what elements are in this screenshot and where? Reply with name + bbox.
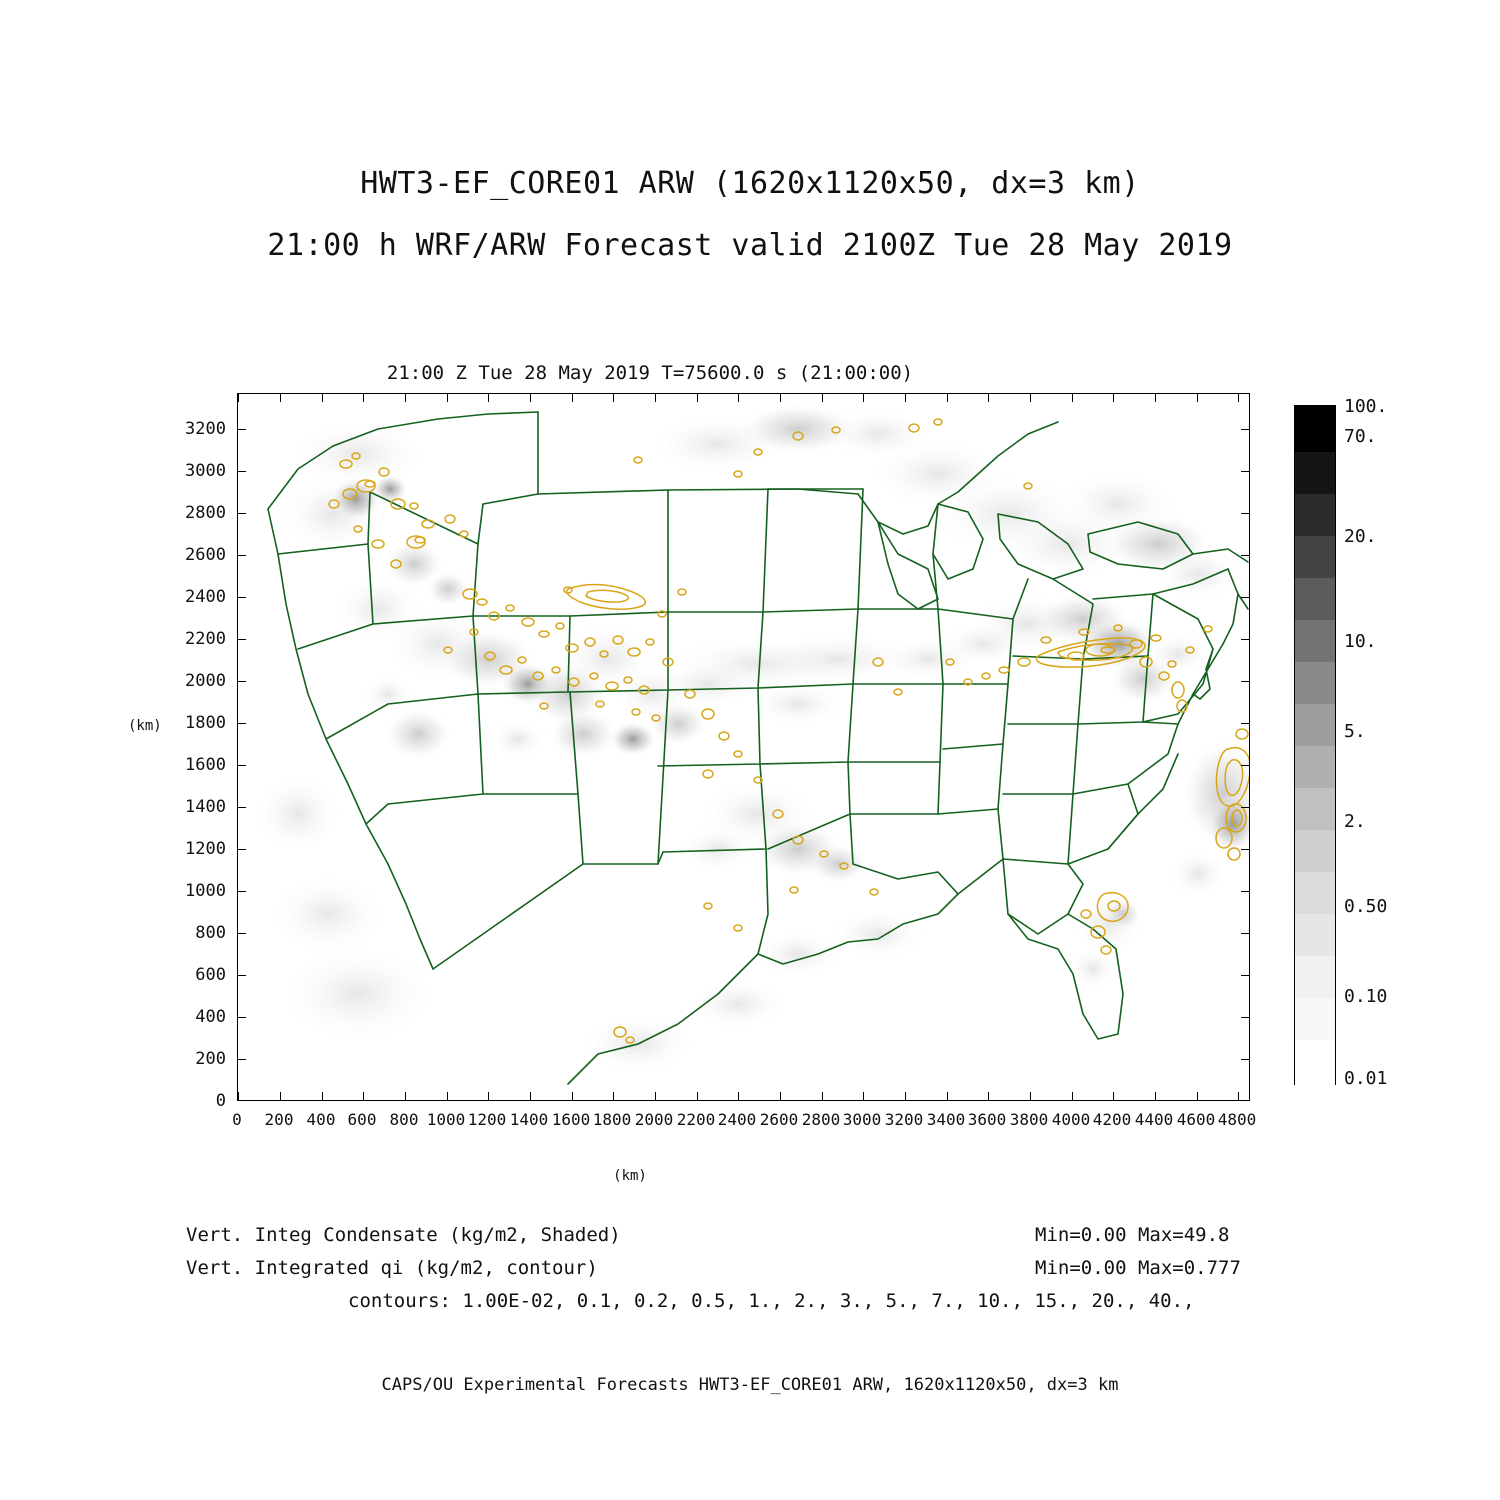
y-tick-label: 2600 [185, 545, 226, 565]
y-tick-label: 200 [195, 1049, 226, 1069]
y-tick-label: 1200 [185, 839, 226, 859]
colorbar-segment [1295, 704, 1335, 746]
x-tick-label: 1400 [509, 1110, 549, 1129]
x-tick-label: 1000 [426, 1110, 466, 1129]
page-title-line2: 21:00 h WRF/ARW Forecast valid 2100Z Tue 28 May 2019 [267, 228, 1233, 263]
colorbar-segment [1295, 578, 1335, 620]
colorbar-segment [1295, 872, 1335, 914]
colorbar-segment [1295, 406, 1335, 452]
shaded-field-range: Min=0.00 Max=49.8 [1035, 1224, 1230, 1246]
x-tick-label: 3000 [842, 1110, 882, 1129]
x-tick-label: 2200 [676, 1110, 716, 1129]
y-tick-label: 2400 [185, 587, 226, 607]
x-tick-label: 600 [347, 1110, 377, 1129]
y-tick-label: 1400 [185, 797, 226, 817]
x-tick-label: 0 [232, 1110, 242, 1129]
colorbar-tick-label: 0.01 [1344, 1068, 1388, 1089]
x-tick-label: 3400 [926, 1110, 966, 1129]
y-tick-label: 2000 [185, 671, 226, 691]
x-tick-label: 1800 [592, 1110, 632, 1129]
colorbar-segment [1295, 746, 1335, 788]
colorbar-tick-label: 10. [1344, 631, 1377, 652]
x-tick-label: 2800 [801, 1110, 841, 1129]
colorbar-segment [1295, 998, 1335, 1040]
y-tick-label: 800 [195, 923, 226, 943]
colorbar-segment [1295, 830, 1335, 872]
x-tick-label: 800 [389, 1110, 419, 1129]
y-tick-label: 1800 [185, 713, 226, 733]
x-tick-label: 2400 [717, 1110, 757, 1129]
colorbar-segment [1295, 662, 1335, 704]
y-tick-label: 600 [195, 965, 226, 985]
colorbar-segment [1295, 956, 1335, 998]
colorbar-segment [1295, 788, 1335, 830]
y-tick-label: 3000 [185, 461, 226, 481]
contour-field-range: Min=0.00 Max=0.777 [1035, 1257, 1241, 1279]
y-tick-label: 2200 [185, 629, 226, 649]
y-tick-label: 2800 [185, 503, 226, 523]
x-tick-label: 1600 [551, 1110, 591, 1129]
y-tick-label: 3200 [185, 419, 226, 439]
colorbar-tick-label: 0.10 [1344, 986, 1388, 1007]
map-canvas [238, 394, 1250, 1101]
colorbar-segment [1295, 1040, 1335, 1086]
x-tick-label: 200 [264, 1110, 294, 1129]
y-tick-label: 1000 [185, 881, 226, 901]
x-tick-label: 4400 [1134, 1110, 1174, 1129]
map-plot-area[interactable] [237, 393, 1250, 1101]
x-tick-label: 2000 [634, 1110, 674, 1129]
colorbar-segment [1295, 494, 1335, 536]
x-tick-label: 3600 [967, 1110, 1007, 1129]
y-tick-label: 1600 [185, 755, 226, 775]
contour-field-label: Vert. Integrated qi (kg/m2, contour) [186, 1257, 598, 1279]
colorbar-segment [1295, 536, 1335, 578]
x-tick-label: 4800 [1217, 1110, 1257, 1129]
colorbar-segment [1295, 620, 1335, 662]
shaded-field-label: Vert. Integ Condensate (kg/m2, Shaded) [186, 1224, 621, 1246]
colorbar-segment [1295, 452, 1335, 494]
y-axis-name: (km) [128, 718, 162, 734]
colorbar [1294, 405, 1336, 1085]
colorbar-tick-label: 5. [1344, 721, 1366, 742]
shaded-condensate-field [253, 403, 1250, 1074]
x-tick-label: 2600 [759, 1110, 799, 1129]
colorbar-tick-label: 100. [1344, 396, 1388, 417]
colorbar-tick-label: 2. [1344, 811, 1366, 832]
y-tick-label: 0 [215, 1091, 226, 1111]
page-title-line1: HWT3-EF_CORE01 ARW (1620x1120x50, dx=3 km) [360, 166, 1140, 201]
colorbar-tick-label: 0.50 [1344, 896, 1388, 917]
colorbar-tick-label: 70. [1344, 426, 1377, 447]
y-tick-label: 400 [195, 1007, 226, 1027]
contour-levels-label: contours: 1.00E-02, 0.1, 0.2, 0.5, 1., 2., 3., 5., 7., 10., 15., 20., 40., [348, 1290, 1195, 1312]
x-tick-label: 4600 [1176, 1110, 1216, 1129]
x-tick-label: 1200 [467, 1110, 507, 1129]
x-tick-label: 3800 [1009, 1110, 1049, 1129]
x-axis-name: (km) [613, 1168, 647, 1184]
colorbar-tick-label: 20. [1344, 526, 1377, 547]
x-tick-label: 400 [306, 1110, 336, 1129]
colorbar-segment [1295, 914, 1335, 956]
x-tick-label: 4000 [1051, 1110, 1091, 1129]
x-tick-label: 4200 [1092, 1110, 1132, 1129]
plot-subtitle: 21:00 Z Tue 28 May 2019 T=75600.0 s (21:00:00) [386, 362, 914, 384]
footer-text: CAPS/OU Experimental Forecasts HWT3-EF_CORE01 ARW, 1620x1120x50, dx=3 km [381, 1375, 1119, 1395]
x-tick-label: 3200 [884, 1110, 924, 1129]
